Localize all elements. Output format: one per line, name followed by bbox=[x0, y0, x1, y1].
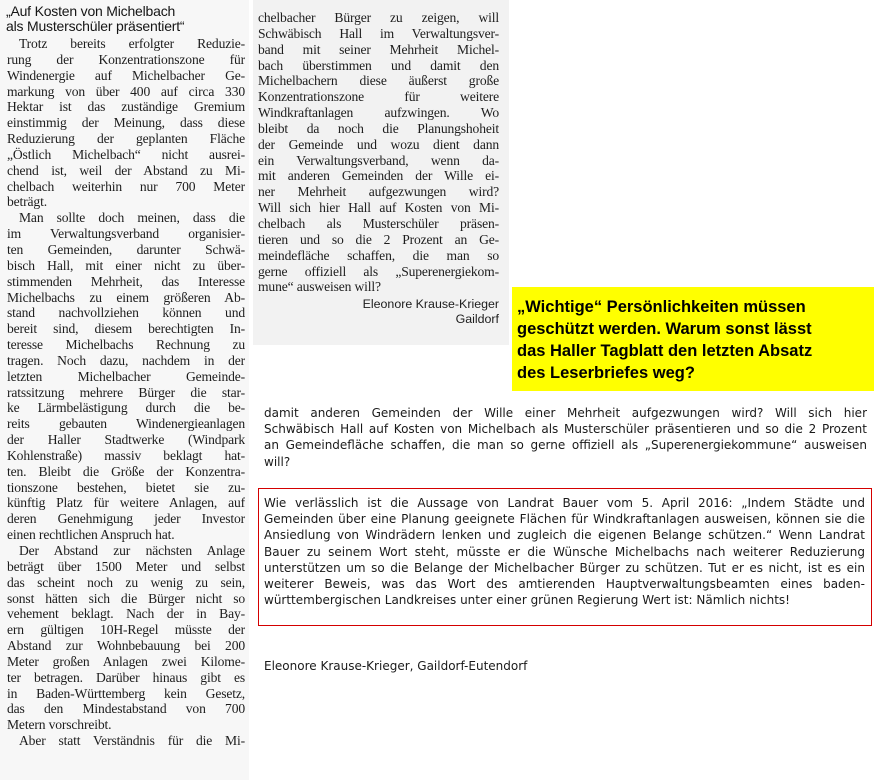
clipping-text-line: ein Verwaltungsverband, wenn da- bbox=[258, 152, 499, 168]
clipping-text-line: beträgt über 1500 Meter und selbst bbox=[7, 558, 245, 574]
clipping-text-line: chelbacher Bürger zu zeigen, will bbox=[258, 10, 499, 25]
highlight-note-line: „Wichtige“ Persönlichkeiten müssen bbox=[517, 298, 806, 316]
clipping-text-line: teresse Michelbachs Rechnung zu bbox=[7, 337, 245, 353]
clipping-text-line: Trotz bereits erfolgter Reduzie- bbox=[19, 36, 245, 51]
typed-text-line: Gemeinden über eine Planung geeignete Flächen für Windkraftanlagen ausweisen, können sie die bbox=[264, 512, 865, 527]
clipping-text-line: einstimmig der Meinung, dass diese bbox=[7, 115, 245, 131]
clipping-text-line: Schwäbisch Hall im Verwaltungsver- bbox=[258, 25, 499, 41]
clipping-text-line: reits gebauten Windenergieanlagen bbox=[7, 416, 245, 432]
clipping-text-line: Metern vorschreibt. bbox=[7, 717, 112, 733]
clipping-text-line: ter betragen. Darüber hinaus gibt es bbox=[7, 669, 245, 685]
clipping-text-line: bereit sind, diesem berechtigten In- bbox=[7, 321, 245, 337]
clipping-text-line: Kohlenstraße) massiv beklagt hat- bbox=[7, 447, 245, 463]
clipping-text-line: bisch Hall, mit einer nicht zu über- bbox=[7, 257, 245, 273]
clipping-heading-line: als Musterschüler präsentiert“ bbox=[6, 18, 185, 34]
clipping-text-line: bach überstimmen und damit den bbox=[258, 57, 499, 73]
clipping-text-line: mit anderen Gemeinden der Wille ei- bbox=[258, 168, 499, 184]
clipping-text-line: „Östlich Michelbach“ nicht ausrei- bbox=[7, 146, 245, 162]
typed-text-line: Ansiedlung von Windrädern lenken und zugleich die eigenen Belange schützen.“ Wenn Landrat bbox=[264, 528, 865, 543]
typed-text-line: Schwäbisch Hall auf Kosten von Michelbach als Musterschüler präsentieren und so die 2 Prozent bbox=[264, 422, 867, 437]
clipping-text-line: in Baden-Württemberg kein Gesetz, bbox=[7, 685, 245, 701]
highlight-note-line: das Haller Tagblatt den letzten Absatz bbox=[517, 342, 813, 360]
clipping-heading bbox=[6, 4, 244, 34]
clipping-heading-line: „Auf Kosten von Michelbach bbox=[6, 3, 176, 19]
clipping-signature bbox=[258, 297, 499, 327]
clipping-text-line: Man sollte doch meinen, dass die bbox=[19, 210, 245, 226]
clipping-text-line: chend ist, weil der Abstand zu Mi- bbox=[7, 162, 245, 178]
clipping-text-line: der Gemeinde und wozu dient dann bbox=[258, 136, 499, 152]
clipping-text-line: ern gültigen 10H-Regel müsste der bbox=[7, 622, 245, 638]
clipping-text-line: Will sich hier Hall auf Kosten von Mi- bbox=[258, 200, 499, 216]
typed-text-line: württembergischen Landkreises unter einer grünen Regierung Wert ist: Nämlich nichts! bbox=[264, 593, 790, 608]
typed-omitted-text bbox=[264, 405, 867, 470]
clipping-text-line: Michelbachs zu einem größeren Ab- bbox=[7, 289, 245, 305]
clipping-text-line: im Verwaltungsverband organisier- bbox=[7, 226, 245, 242]
clipping-text-line: ratssitzung mehrere Bürger die star- bbox=[7, 384, 245, 400]
clipping-text-line: chelbach als Musterschüler präsen- bbox=[258, 215, 499, 231]
typed-text-line: damit anderen Gemeinden der Wille einer Mehrheit aufgezwungen wird? Will sich hier bbox=[264, 406, 867, 420]
highlight-note-line: des Leserbriefes weg? bbox=[517, 364, 695, 382]
clipping-text-line: Reduzierung der geplanten Fläche bbox=[7, 131, 245, 147]
clipping-text-line: tragen. Noch dazu, nachdem in der bbox=[7, 352, 245, 368]
clipping-text-line: Windenergie auf Michelbacher Ge- bbox=[7, 67, 245, 83]
clipping-text-line: der Haller Stadtwerke (Windpark bbox=[7, 432, 245, 448]
clipping-text-line: Konzentrationszone für weitere bbox=[258, 89, 499, 105]
clipping-text-line: beträgt. bbox=[7, 194, 47, 210]
typed-text-line: weiterer Beweis, was das Wort des amtierenden Hauptverwaltungsbeamten eines baden- bbox=[264, 576, 865, 591]
clipping-text-line: stand nachvollziehen können und bbox=[7, 305, 245, 321]
omitted-paragraph-text bbox=[264, 495, 865, 608]
clipping-text-line: bleibt da noch die Planungshoheit bbox=[258, 120, 499, 136]
typed-text-line: Wie verlässlich ist die Aussage von Landrat Bauer vom 5. April 2016: „Indem Städte und bbox=[264, 496, 865, 510]
clipping-text-line: das scheint noch zu wenig zu sein, bbox=[7, 574, 245, 590]
highlight-note-line: geschützt werden. Warum sonst lässt bbox=[517, 320, 812, 338]
clipping-text-line: tieren und so die 2 Prozent an Ge- bbox=[258, 231, 499, 247]
clipping-text-line: markung von über 400 auf circa 330 bbox=[7, 83, 245, 99]
clipping-column-left bbox=[7, 36, 245, 749]
clipping-column-right bbox=[258, 10, 499, 295]
clipping-text-line: ten Gemeinden, darunter Schwä- bbox=[7, 241, 245, 257]
clipping-text-line: rung der Konzentrationszone für bbox=[7, 51, 245, 67]
clipping-text-line: gerne offiziell als „Superenergiekom- bbox=[258, 263, 499, 279]
clipping-text-line: das den Mindestabstand von 700 bbox=[7, 701, 245, 717]
clipping-text-line: Aber statt Verständnis für die Mi- bbox=[19, 733, 245, 749]
clipping-text-line: mune“ ausweisen will? bbox=[258, 279, 381, 295]
clipping-text-line: band mit seiner Mehrheit Michel- bbox=[258, 41, 499, 57]
clipping-text-line: Michelbachern diese äußerst große bbox=[258, 73, 499, 89]
clipping-text-line: sonst hätten sich die Bürger nicht so bbox=[7, 590, 245, 606]
clipping-text-line: deren Genehmigung jeder Investor bbox=[7, 511, 245, 527]
clipping-text-line: einen rechtlichen Anspruch hat. bbox=[7, 527, 175, 543]
clipping-text-line: letzten Michelbacher Gemeinde- bbox=[7, 368, 245, 384]
typed-text-line: unterstützen um so die Belange der Michelbacher Bürger zu schützen. Tut er es nicht, ist es ein bbox=[264, 560, 865, 575]
typed-text-line: an Gemeindefläche schaffen, die man so gerne offiziell als „Superenergiekommune“ ausweisen bbox=[264, 438, 867, 453]
clipping-text-line: Windkraftanlagen aufzwingen. Wo bbox=[258, 105, 499, 121]
clipping-text-line: stimmenden Mehrheit, das Interesse bbox=[7, 273, 245, 289]
clipping-text-line: Hektar ist das zuständige Gremium bbox=[7, 99, 245, 115]
clipping-signature-place: Gaildorf bbox=[455, 312, 499, 326]
clipping-signature-name: Eleonore Krause-Krieger bbox=[362, 297, 499, 311]
clipping-text-line: meindefläche schaffen, die man so bbox=[258, 247, 499, 263]
typed-text-line: will? bbox=[264, 454, 291, 469]
clipping-text-line: chelbach weiterhin nur 700 Meter bbox=[7, 178, 245, 194]
clipping-text-line: vehement beklagt. Nach der in Bay- bbox=[7, 606, 245, 622]
clipping-text-line: Abstand zur Wohnbebauung bei 200 bbox=[7, 638, 245, 654]
clipping-text-line: ner Mehrheit aufgezwungen wird? bbox=[258, 184, 499, 200]
clipping-text-line: künftig Platz für weitere Anlagen, auf bbox=[7, 495, 245, 511]
highlight-note bbox=[512, 287, 874, 391]
clipping-text-line: ten. Bleibt die Größe der Konzentra- bbox=[7, 463, 245, 479]
typed-text-line: Bauer zu seinem Wort steht, müsste er die Wünsche Michelbachs nach weiterer Reduzierung bbox=[264, 544, 865, 559]
clipping-text-line: tionszone bestehen, bietet sie zu- bbox=[7, 479, 245, 495]
clipping-text-line: Meter großen Anlagen zwei Kilome- bbox=[7, 653, 245, 669]
clipping-text-line: ke Lärmbelästigung durch die be- bbox=[7, 400, 245, 416]
clipping-text-line: Der Abstand zur nächsten Anlage bbox=[19, 543, 245, 558]
typed-signature: Eleonore Krause-Krieger, Gaildorf-Eutendorf bbox=[264, 659, 528, 673]
